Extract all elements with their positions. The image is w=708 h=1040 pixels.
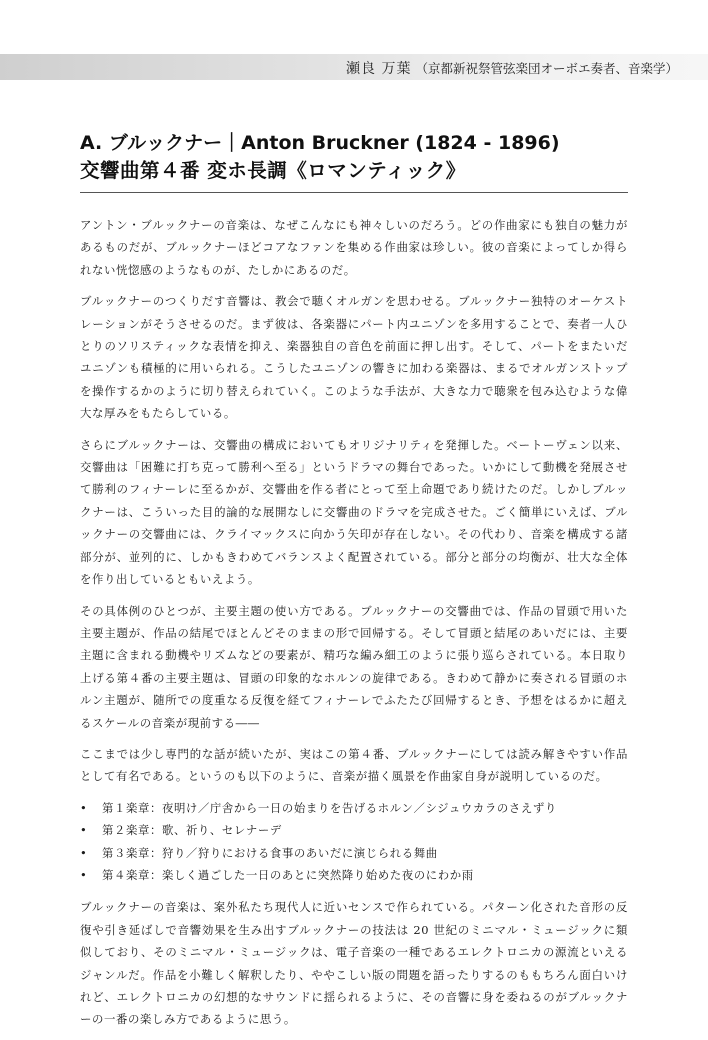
paragraph: さらにブルックナーは、交響曲の構成においてもオリジナリティを発揮した。ベートーヴェン以来、交響曲は「困難に打ち克って勝利へ至る」というドラマの舞台であった。いかにして動機を発展させて勝利のフィナーレに至るかが、交響曲を作る者にとって至上命題であり続けたのだ。しかしブルックナーは、こういった目的論的な展開なしに交響曲のドラマを完成させた。ごく簡単にいえば、ブルックナーの交響曲には、クライマックスに向かう矢印が存在しない。その代わり、音楽を構成する諸部分が、並列的に、しかもきわめてバランスよく配置されている。部分と部分の均衡が、壮大な全体を作り出しているともいえよう。 — [80, 437, 628, 587]
paragraph: ブルックナーのつくりだす音響は、教会で聴くオルガンを思わせる。ブルックナー独特のオーケストレーションがそうさせるのだ。まず彼は、各楽器にパート内ユニゾンを多用することで、奏者一人ひとりのソリスティックな表情を抑え、楽器独自の音色を前面に押し出す。そして、パートをまたいだユニゾンも積極的に用いられる。こうしたユニゾンの響きに加わる楽器は、まるでオルガンストップを操作するかのように切り替えられていく。このような手法が、大きな力で聴衆を包み込むような偉大な厚みをもたらしている。 — [80, 294, 628, 421]
bullet-icon: • — [80, 800, 88, 815]
movement-text: 第４楽章：楽しく過ごした一日のあとに突然降り始めた夜のにわか雨 — [102, 867, 474, 882]
bullet-icon: • — [80, 823, 88, 838]
paragraph: ここまでは少し専門的な話が続いたが、実はこの第４番、ブルックナーにしては読み解きやすい作品として有名である。というのも以下のように、音楽が描く風景を作曲家自身が説明しているのだ。 — [80, 746, 628, 784]
movement-text: 第２楽章：歌、祈り、セレナーデ — [102, 823, 282, 838]
work-title: 交響曲第４番 変ホ長調《ロマンティック》 — [80, 156, 628, 193]
article-body — [80, 214, 628, 1040]
author-affiliation: （京都新祝祭管弦楽団オーボエ奏者、音楽学） — [415, 61, 678, 76]
author-line — [346, 58, 678, 78]
movement-text: 第３楽章：狩り／狩りにおける食事のあいだに演じられる舞曲 — [102, 845, 438, 860]
list-item — [80, 819, 628, 841]
bullet-icon: • — [80, 845, 88, 860]
composer-title: A. ブルックナー｜Anton Bruckner (1824 - 1896) — [80, 132, 560, 154]
movement-text: 第１楽章：夜明け／庁舎から一日の始まりを告げるホルン／シジュウカラのさえずり — [102, 800, 557, 815]
closing-paragraph: ブルックナーの音楽は、案外私たち現代人に近いセンスで作られている。パターン化された音形の反復や引き延ばしで音響効果を生み出すブルックナーの技法は 20 世紀のミニマル・ミュージックに類似しており、そのミニマル・ミュージックは、電子音楽の一種であるエレクトロニカの源流といえるジャンルだ。作品を小難しく解釈したり、ややこしい版の問題を語ったりするのももちろん面白いけれど、エレクトロニカの幻想的なサウンドに揺られるように、その音響に身を委ねるのがブルックナーの一番の楽しみ方であるように思う。 — [80, 900, 628, 1027]
list-item — [80, 797, 628, 819]
movement-list — [80, 797, 628, 887]
bullet-icon: • — [80, 867, 88, 882]
paragraph: その具体例のひとつが、主要主題の使い方である。ブルックナーの交響曲では、作品の冒頭で用いた主要主題が、作品の結尾でほとんどそのままの形で回帰する。そして冒頭と結尾のあいだには、主要主題に含まれる動機やリズムなどの要素が、精巧な編み細工のように張り巡らされている。本日取り上げる第４番の主要主題は、冒頭の印象的なホルンの旋律である。きわめて静かに奏される冒頭のホルン主題が、随所での度重なる反復を経てフィナーレでふたたび回帰するとき、予想をはるかに超えるスケールの音楽が現前する―― — [80, 603, 628, 730]
list-item — [80, 842, 628, 864]
paragraph: アントン・ブルックナーの音楽は、なぜこんなにも神々しいのだろう。どの作曲家にも独自の魅力があるものだが、ブルックナーほどコアなファンを集める作曲家は珍しい。彼の音楽によってしか得られない恍惚感のようなものが、たしかにあるのだ。 — [80, 218, 628, 277]
author-name: 瀬良 万葉 — [346, 61, 412, 77]
title-block — [80, 130, 628, 193]
list-item — [80, 864, 628, 886]
